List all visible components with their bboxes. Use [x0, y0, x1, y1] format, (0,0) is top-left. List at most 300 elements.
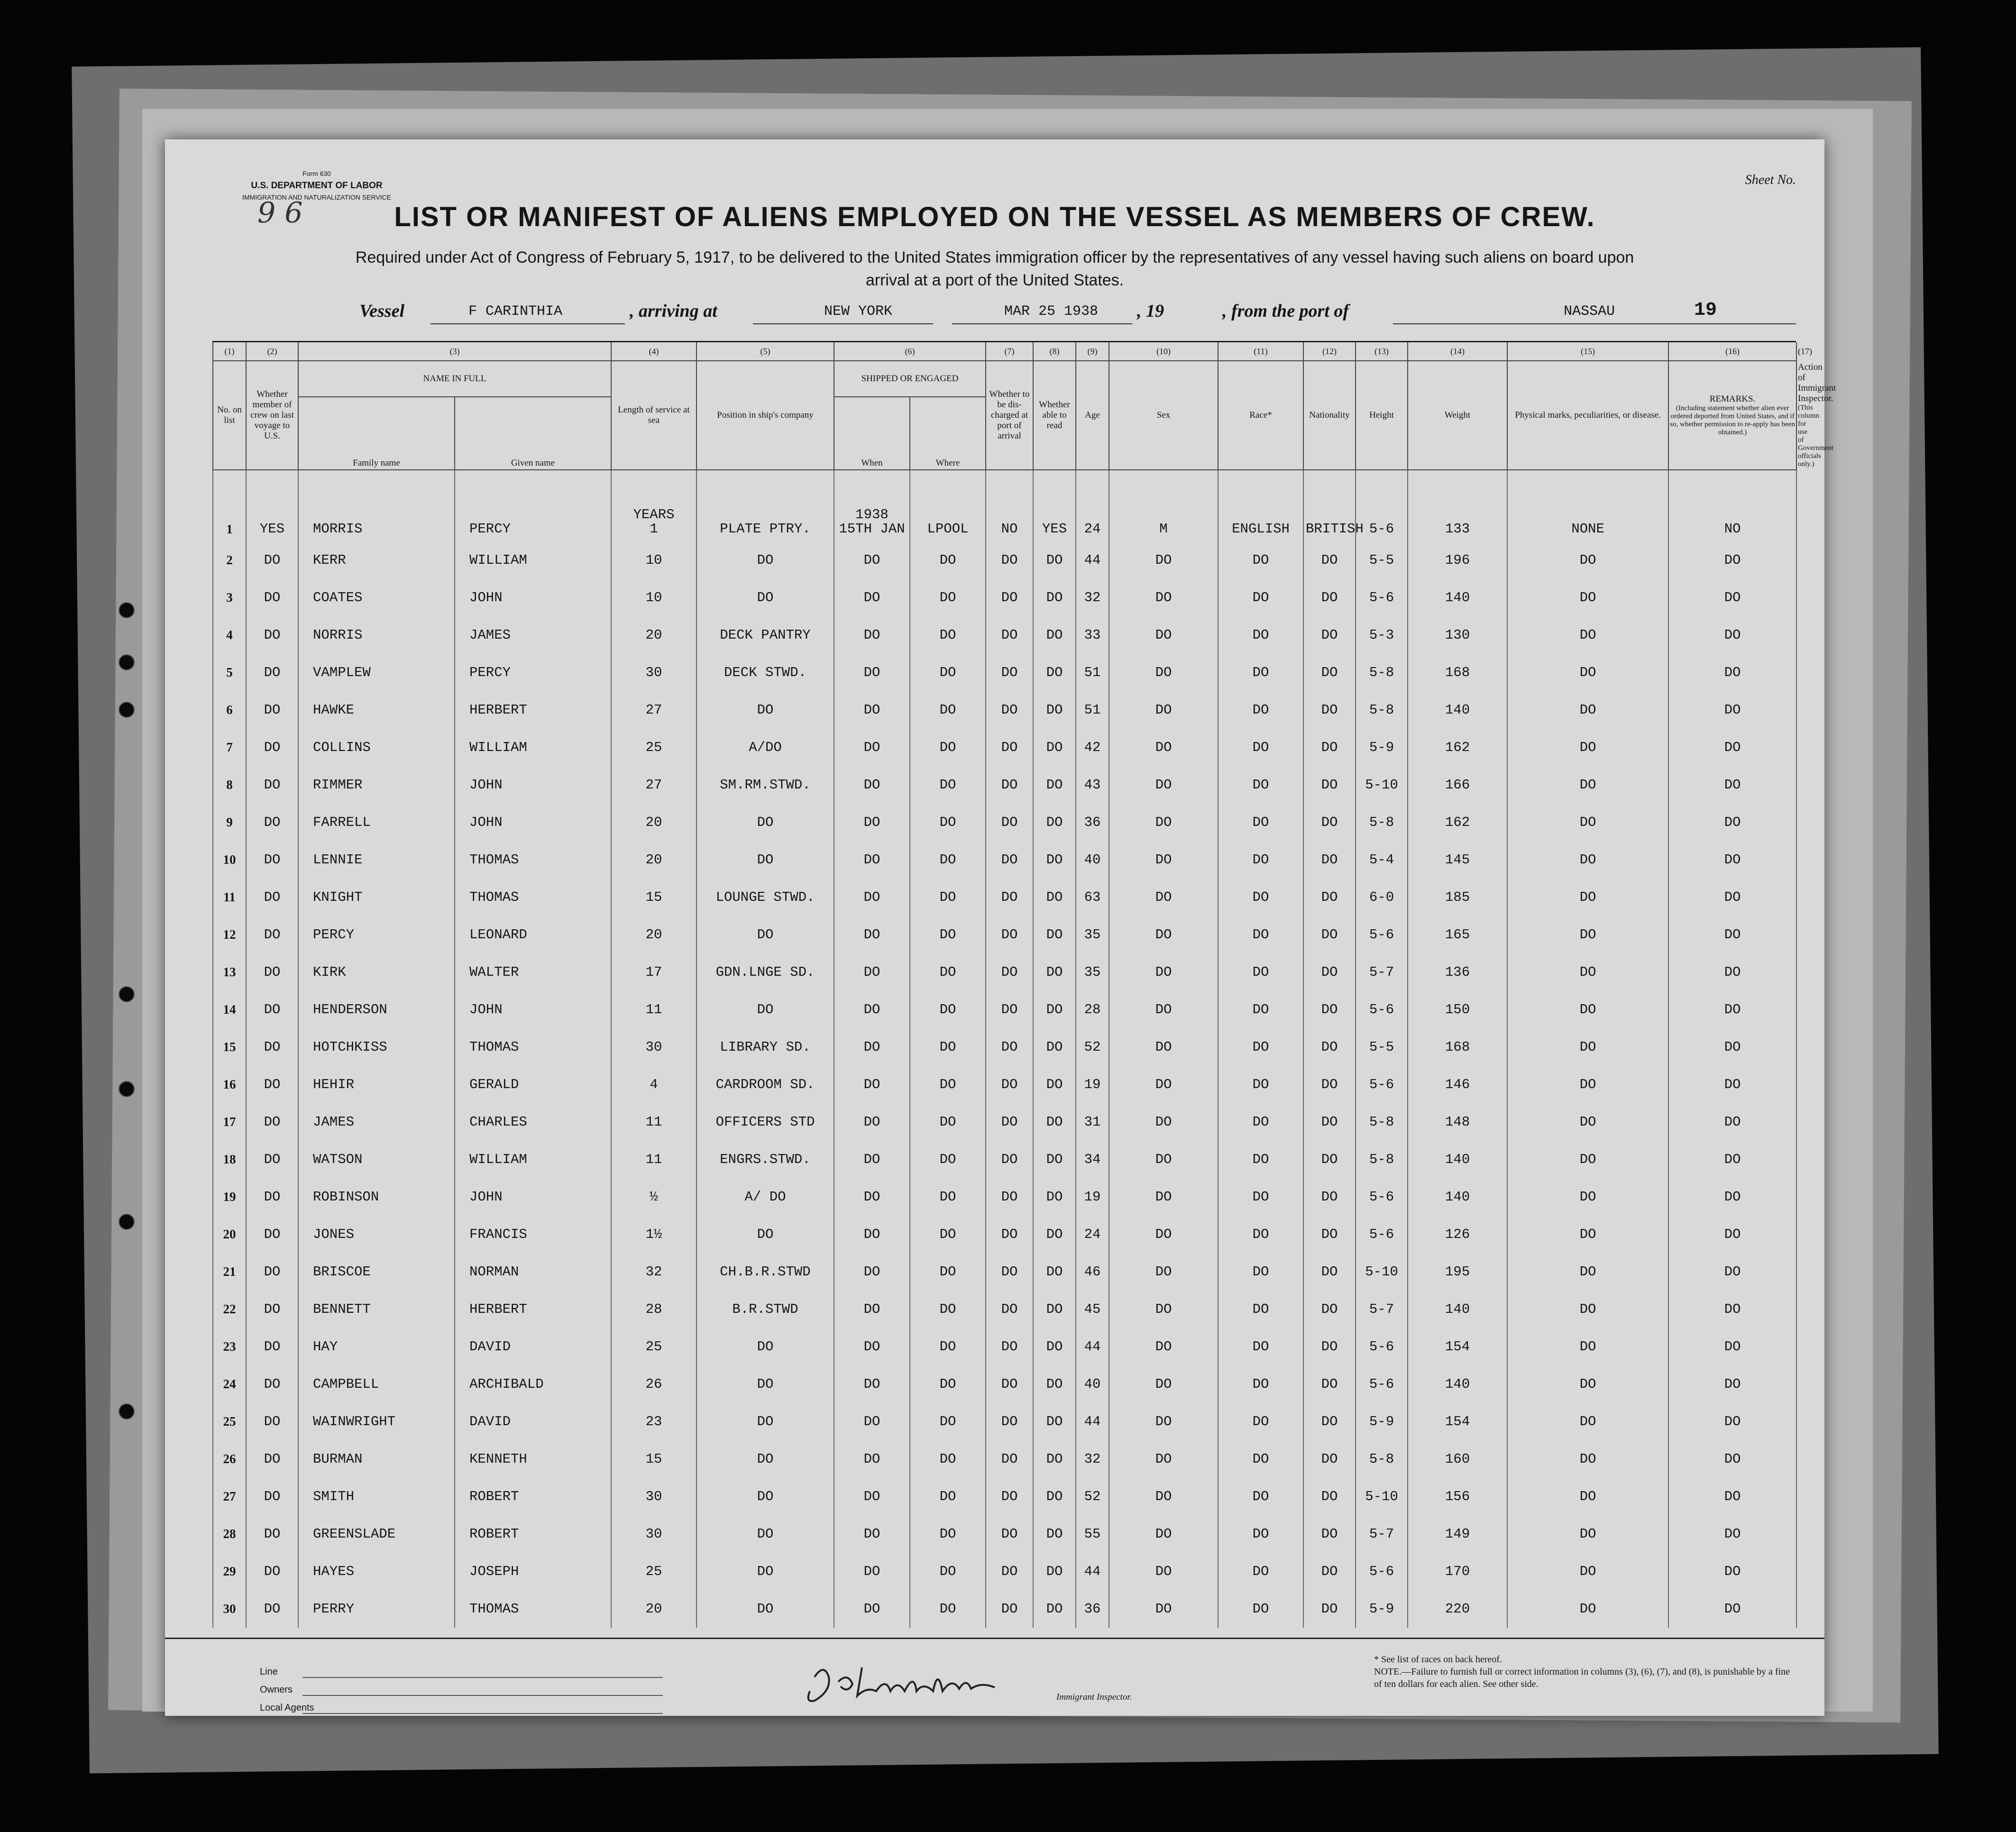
- cell-remarks: DO: [1668, 804, 1796, 841]
- row-number: 11: [213, 879, 246, 916]
- cell-where: DO: [910, 1141, 986, 1178]
- cell-physical: DO: [1507, 991, 1668, 1028]
- cell-length: 27: [611, 691, 696, 729]
- cell-length: 15: [611, 879, 696, 916]
- cell-remarks: DO: [1668, 991, 1796, 1028]
- underline: [1393, 323, 1796, 324]
- cell-when: DO: [834, 1553, 910, 1590]
- cell-length: 1½: [611, 1216, 696, 1253]
- cell-length: 30: [611, 1515, 696, 1553]
- cell-given-name: JOHN: [455, 766, 611, 804]
- cell-sex: DO: [1109, 729, 1218, 766]
- cell-nationality: DO: [1303, 1328, 1356, 1365]
- cell-last-voyage: DO: [246, 541, 298, 579]
- cell-age: 32: [1076, 1440, 1109, 1478]
- cell-read: DO: [1033, 691, 1076, 729]
- cell-remarks: NO: [1668, 470, 1796, 541]
- cell-position: DO: [696, 1515, 834, 1553]
- races-note: * See list of races on back hereof.: [1374, 1654, 1502, 1665]
- cell-position: DECK STWD.: [696, 654, 834, 691]
- table-row: [213, 1291, 1796, 1328]
- cell-length: 20: [611, 841, 696, 879]
- cell-family-name: GREENSLADE: [298, 1515, 455, 1553]
- cell-height: 5-7: [1356, 1515, 1408, 1553]
- cell-position: SM.RM.STWD.: [696, 766, 834, 804]
- cell-height: 5-7: [1356, 953, 1408, 991]
- cell-position: DO: [696, 804, 834, 841]
- cell-race: DO: [1218, 1328, 1303, 1365]
- header-length-service: Length of service at sea: [611, 361, 696, 470]
- cell-sex: DO: [1109, 916, 1218, 953]
- cell-remarks: DO: [1668, 1028, 1796, 1066]
- cell-family-name: WAINWRIGHT: [298, 1403, 455, 1440]
- cell-discharged: DO: [986, 953, 1033, 991]
- cell-weight: 140: [1408, 691, 1507, 729]
- cell-family-name: HEHIR: [298, 1066, 455, 1103]
- cell-age: 52: [1076, 1028, 1109, 1066]
- cell-when: DO: [834, 953, 910, 991]
- cell-weight: 166: [1408, 766, 1507, 804]
- cell-sex: DO: [1109, 1553, 1218, 1590]
- row-number: 21: [213, 1253, 246, 1291]
- cell-read: DO: [1033, 1515, 1076, 1553]
- cell-where: DO: [910, 541, 986, 579]
- cell-remarks: DO: [1668, 879, 1796, 916]
- vessel-label: Vessel: [359, 301, 404, 321]
- cell-given-name: JOHN: [455, 991, 611, 1028]
- column-number: (12): [1303, 342, 1356, 361]
- table-row: [213, 1066, 1796, 1103]
- cell-nationality: DO: [1303, 1253, 1356, 1291]
- header-physical: Physical marks, peculiarities, or disease.: [1507, 361, 1668, 470]
- cell-family-name: LENNIE: [298, 841, 455, 879]
- cell-age: 63: [1076, 879, 1109, 916]
- cell-remarks: DO: [1668, 1328, 1796, 1365]
- cell-physical: DO: [1507, 1141, 1668, 1178]
- cell-position: DECK PANTRY: [696, 616, 834, 654]
- cell-read: DO: [1033, 1478, 1076, 1515]
- column-number: (5): [696, 342, 834, 361]
- cell-discharged: DO: [986, 541, 1033, 579]
- cell-read: DO: [1033, 1216, 1076, 1253]
- cell-when: DO: [834, 1253, 910, 1291]
- cell-weight: 162: [1408, 729, 1507, 766]
- cell-weight: 165: [1408, 916, 1507, 953]
- cell-length: 26: [611, 1365, 696, 1403]
- cell-age: 52: [1076, 1478, 1109, 1515]
- underline: [431, 323, 625, 324]
- cell-age: 51: [1076, 654, 1109, 691]
- cell-discharged: DO: [986, 729, 1033, 766]
- cell-where: DO: [910, 841, 986, 879]
- table-row: [213, 470, 1796, 541]
- column-header-row: No. on list Whether member of crew on last voyage to U.S. NAME IN FULL Length of service at sea Position in ship's company SHIPPED OR ENGAGED Whether to be dis-charged at port of arrival Whether able to read Age Sex Race* Nationality Height Weight Physical marks, peculiarities, or disease. REMARKS. (Including statement whether alien ever ordered deported from United States, and if so, whether permission to re-apply has been obtained.) Action of Immigrant Inspector. (This column for use of Government officials only.): [213, 361, 1796, 397]
- cell-last-voyage: DO: [246, 1216, 298, 1253]
- cell-read: DO: [1033, 953, 1076, 991]
- table-row: [213, 616, 1796, 654]
- cell-where: DO: [910, 953, 986, 991]
- cell-when: DO: [834, 691, 910, 729]
- cell-when: DO: [834, 841, 910, 879]
- cell-discharged: DO: [986, 1403, 1033, 1440]
- cell-when: DO: [834, 1028, 910, 1066]
- cell-read: DO: [1033, 1328, 1076, 1365]
- cell-when: DO: [834, 654, 910, 691]
- cell-race: DO: [1218, 1028, 1303, 1066]
- cell-where: DO: [910, 1440, 986, 1478]
- header-read: Whether able to read: [1033, 361, 1076, 470]
- cell-when: DO: [834, 1066, 910, 1103]
- owners-field: [302, 1695, 663, 1696]
- cell-sex: DO: [1109, 1365, 1218, 1403]
- punch-hole: [119, 602, 135, 618]
- cell-nationality: DO: [1303, 1291, 1356, 1328]
- cell-where: DO: [910, 729, 986, 766]
- cell-height: 5-6: [1356, 579, 1408, 616]
- cell-given-name: KENNETH: [455, 1440, 611, 1478]
- cell-height: 5-6: [1356, 1553, 1408, 1590]
- cell-family-name: RIMMER: [298, 766, 455, 804]
- cell-when: DO: [834, 991, 910, 1028]
- cell-discharged: DO: [986, 1478, 1033, 1515]
- header-nationality: Nationality: [1303, 361, 1356, 470]
- cell-weight: 140: [1408, 1178, 1507, 1216]
- cell-remarks: DO: [1668, 729, 1796, 766]
- cell-position: DO: [696, 1553, 834, 1590]
- cell-sex: DO: [1109, 579, 1218, 616]
- cell-nationality: DO: [1303, 766, 1356, 804]
- column-number: (3): [298, 342, 611, 361]
- cell-race: DO: [1218, 1478, 1303, 1515]
- cell-position: LIBRARY SD.: [696, 1028, 834, 1066]
- row-number: 3: [213, 579, 246, 616]
- row-number: 7: [213, 729, 246, 766]
- page-title: LIST OR MANIFEST OF ALIENS EMPLOYED ON THE VESSEL AS MEMBERS OF CREW.: [394, 202, 1595, 232]
- cell-race: DO: [1218, 654, 1303, 691]
- service-name: IMMIGRATION AND NATURALIZATION SERVICE: [242, 193, 391, 201]
- cell-remarks: DO: [1668, 1066, 1796, 1103]
- cell-race: DO: [1218, 991, 1303, 1028]
- cell-given-name: JOHN: [455, 1178, 611, 1216]
- cell-position: CH.B.R.STWD: [696, 1253, 834, 1291]
- cell-given-name: THOMAS: [455, 879, 611, 916]
- cell-physical: DO: [1507, 766, 1668, 804]
- cell-age: 44: [1076, 1328, 1109, 1365]
- table-row: [213, 579, 1796, 616]
- departure-port: NASSAU: [1564, 303, 1615, 320]
- cell-length: 30: [611, 1028, 696, 1066]
- cell-family-name: JONES: [298, 1216, 455, 1253]
- when-year: 1938: [855, 507, 889, 522]
- cell-discharged: DO: [986, 1515, 1033, 1553]
- table-row: [213, 1515, 1796, 1553]
- cell-race: DO: [1218, 879, 1303, 916]
- cell-when: DO: [834, 541, 910, 579]
- cell-age: 42: [1076, 729, 1109, 766]
- column-number: (16): [1668, 342, 1796, 361]
- cell-given-name: LEONARD: [455, 916, 611, 953]
- table-row: [213, 1216, 1796, 1253]
- cell-race: DO: [1218, 953, 1303, 991]
- cell-read: DO: [1033, 1066, 1076, 1103]
- cell-sex: DO: [1109, 1178, 1218, 1216]
- cell-weight: 130: [1408, 616, 1507, 654]
- table-row: [213, 1590, 1796, 1628]
- cell-height: 5-10: [1356, 1253, 1408, 1291]
- cell-nationality: DO: [1303, 841, 1356, 879]
- cell-where: DO: [910, 1028, 986, 1066]
- cell-race: DO: [1218, 691, 1303, 729]
- cell-length: 32: [611, 1253, 696, 1291]
- cell-height: 5-6: [1356, 1216, 1408, 1253]
- cell-when: DO: [834, 1178, 910, 1216]
- cell-family-name: COLLINS: [298, 729, 455, 766]
- cell-nationality: DO: [1303, 1141, 1356, 1178]
- cell-length: 20: [611, 616, 696, 654]
- column-number-row: (1) (2) (3) (4) (5) (6) (7) (8) (9) (10) (11) (12) (13) (14) (15) (16) (17): [213, 342, 1796, 361]
- agents-field: [302, 1713, 663, 1714]
- sheet-number: 19: [1694, 300, 1717, 321]
- cell-age: 51: [1076, 691, 1109, 729]
- cell-physical: DO: [1507, 579, 1668, 616]
- cell-sex: M: [1109, 470, 1218, 541]
- cell-age: 55: [1076, 1515, 1109, 1553]
- cell-where: DO: [910, 1365, 986, 1403]
- cell-last-voyage: DO: [246, 579, 298, 616]
- cell-read: DO: [1033, 1141, 1076, 1178]
- cell-when: DO: [834, 616, 910, 654]
- cell-discharged: DO: [986, 1066, 1033, 1103]
- cell-physical: DO: [1507, 654, 1668, 691]
- cell-length: [611, 470, 696, 541]
- cell-remarks: DO: [1668, 1103, 1796, 1141]
- cell-weight: 156: [1408, 1478, 1507, 1515]
- cell-weight: 196: [1408, 541, 1507, 579]
- cell-last-voyage: DO: [246, 1365, 298, 1403]
- cell-nationality: DO: [1303, 1216, 1356, 1253]
- table-row: [213, 729, 1796, 766]
- punch-hole: [119, 986, 135, 1002]
- cell-race: DO: [1218, 616, 1303, 654]
- cell-discharged: DO: [986, 1590, 1033, 1628]
- cell-height: 5-6: [1356, 1365, 1408, 1403]
- cell-when: DO: [834, 1216, 910, 1253]
- cell-weight: 168: [1408, 1028, 1507, 1066]
- column-number: (1): [213, 342, 246, 361]
- cell-position: DO: [696, 1440, 834, 1478]
- cell-where: DO: [910, 1590, 986, 1628]
- cell-nationality: DO: [1303, 729, 1356, 766]
- sheet-number-label: Sheet No.: [1745, 173, 1796, 187]
- table-row: [213, 691, 1796, 729]
- cell-position: GDN.LNGE SD.: [696, 953, 834, 991]
- cell-last-voyage: DO: [246, 879, 298, 916]
- cell-family-name: ROBINSON: [298, 1178, 455, 1216]
- punch-hole: [119, 1214, 135, 1230]
- cell-when: DO: [834, 1291, 910, 1328]
- cell-family-name: BURMAN: [298, 1440, 455, 1478]
- cell-age: 46: [1076, 1253, 1109, 1291]
- cell-when: DO: [834, 579, 910, 616]
- cell-family-name: KNIGHT: [298, 879, 455, 916]
- cell-sex: DO: [1109, 616, 1218, 654]
- cell-race: DO: [1218, 1590, 1303, 1628]
- column-number: (14): [1408, 342, 1507, 361]
- cell-age: 43: [1076, 766, 1109, 804]
- table-row: [213, 1141, 1796, 1178]
- row-number: 23: [213, 1328, 246, 1365]
- table-row: [213, 1178, 1796, 1216]
- cell-discharged: DO: [986, 841, 1033, 879]
- cell-discharged: DO: [986, 616, 1033, 654]
- cell-race: DO: [1218, 1216, 1303, 1253]
- cell-height: 5-8: [1356, 804, 1408, 841]
- cell-weight: 168: [1408, 654, 1507, 691]
- cell-given-name: HERBERT: [455, 691, 611, 729]
- cell-position: DO: [696, 1216, 834, 1253]
- cell-age: 44: [1076, 1553, 1109, 1590]
- cell-discharged: DO: [986, 766, 1033, 804]
- header-shipped: SHIPPED OR ENGAGED: [834, 361, 986, 397]
- cell-sex: DO: [1109, 1291, 1218, 1328]
- cell-read: DO: [1033, 766, 1076, 804]
- cell-family-name: PERRY: [298, 1590, 455, 1628]
- form-number: Form 630: [302, 170, 331, 177]
- cell-height: 5-8: [1356, 1440, 1408, 1478]
- cell-nationality: DO: [1303, 879, 1356, 916]
- row-number: 30: [213, 1590, 246, 1628]
- cell-discharged: NO: [986, 470, 1033, 541]
- cell-race: DO: [1218, 1515, 1303, 1553]
- cell-position: LOUNGE STWD.: [696, 879, 834, 916]
- header-no-on-list: No. on list: [213, 361, 246, 470]
- cell-when: DO: [834, 916, 910, 953]
- cell-last-voyage: DO: [246, 804, 298, 841]
- cell-last-voyage: DO: [246, 953, 298, 991]
- cell-length: 11: [611, 991, 696, 1028]
- row-number: 18: [213, 1141, 246, 1178]
- cell-last-voyage: DO: [246, 1141, 298, 1178]
- cell-when: DO: [834, 1103, 910, 1141]
- agents-label: Local Agents: [260, 1703, 314, 1713]
- cell-weight: 160: [1408, 1440, 1507, 1478]
- cell-race: DO: [1218, 1141, 1303, 1178]
- cell-given-name: THOMAS: [455, 1028, 611, 1066]
- cell-family-name: CAMPBELL: [298, 1365, 455, 1403]
- cell-family-name: COATES: [298, 579, 455, 616]
- header-sex: Sex: [1109, 361, 1218, 470]
- cell-length: 20: [611, 1590, 696, 1628]
- cell-nationality: DO: [1303, 654, 1356, 691]
- cell-position: B.R.STWD: [696, 1291, 834, 1328]
- table-row: [213, 1478, 1796, 1515]
- cell-height: 5-6: [1356, 1328, 1408, 1365]
- cell-given-name: ARCHIBALD: [455, 1365, 611, 1403]
- cell-height: 5-8: [1356, 1141, 1408, 1178]
- row-number: 20: [213, 1216, 246, 1253]
- table-row: [213, 991, 1796, 1028]
- cell-race: DO: [1218, 541, 1303, 579]
- cell-weight: 136: [1408, 953, 1507, 991]
- cell-sex: DO: [1109, 1141, 1218, 1178]
- cell-remarks: DO: [1668, 1141, 1796, 1178]
- remarks-title: REMARKS.: [1709, 394, 1756, 404]
- table-row: [213, 879, 1796, 916]
- arrival-date: MAR 25 1938: [1004, 303, 1099, 320]
- cell-position: CARDROOM SD.: [696, 1066, 834, 1103]
- table-row: [213, 1028, 1796, 1066]
- header-name-in-full: NAME IN FULL: [298, 361, 611, 397]
- cell-sex: DO: [1109, 1253, 1218, 1291]
- cell-height: 5-9: [1356, 729, 1408, 766]
- cell-read: YES: [1033, 470, 1076, 541]
- page-subtitle: Required under Act of Congress of February 5, 1917, to be delivered to the United States immigration officer by the representatives of any vessel having such aliens on board upon arrival at a port of the United States.: [355, 248, 1634, 289]
- cell-physical: DO: [1507, 1178, 1668, 1216]
- column-number: (15): [1507, 342, 1668, 361]
- cell-discharged: DO: [986, 879, 1033, 916]
- cell-read: DO: [1033, 1440, 1076, 1478]
- cell-given-name: PERCY: [455, 654, 611, 691]
- cell-where: DO: [910, 916, 986, 953]
- cell-given-name: GERALD: [455, 1066, 611, 1103]
- cell-physical: DO: [1507, 1440, 1668, 1478]
- table-row: [213, 766, 1796, 804]
- cell-height: 5-6: [1356, 991, 1408, 1028]
- cell-length: 11: [611, 1141, 696, 1178]
- cell-family-name: KIRK: [298, 953, 455, 991]
- column-number: (9): [1076, 342, 1109, 361]
- cell-position: A/DO: [696, 729, 834, 766]
- cell-given-name: NORMAN: [455, 1253, 611, 1291]
- cell-family-name: HOTCHKISS: [298, 1028, 455, 1066]
- cell-remarks: DO: [1668, 1590, 1796, 1628]
- cell-discharged: DO: [986, 1178, 1033, 1216]
- cell-length: 28: [611, 1291, 696, 1328]
- table-row: [213, 804, 1796, 841]
- cell-race: DO: [1218, 1291, 1303, 1328]
- cell-where: DO: [910, 1553, 986, 1590]
- cell-height: 5-6: [1356, 1178, 1408, 1216]
- cell-height: 5-8: [1356, 654, 1408, 691]
- cell-race: DO: [1218, 1440, 1303, 1478]
- table-row: [213, 1365, 1796, 1403]
- cell-nationality: DO: [1303, 1440, 1356, 1478]
- cell-last-voyage: DO: [246, 616, 298, 654]
- punch-hole: [119, 702, 135, 718]
- cell-race: DO: [1218, 841, 1303, 879]
- column-number: (2): [246, 342, 298, 361]
- cell-last-voyage: DO: [246, 916, 298, 953]
- cell-last-voyage: DO: [246, 766, 298, 804]
- cell-discharged: DO: [986, 804, 1033, 841]
- line-label: Line: [260, 1667, 278, 1677]
- row-number: 8: [213, 766, 246, 804]
- cell-family-name: NORRIS: [298, 616, 455, 654]
- cell-given-name: WILLIAM: [455, 541, 611, 579]
- cell-age: 19: [1076, 1066, 1109, 1103]
- cell-age: 24: [1076, 470, 1109, 541]
- cell-height: 5-6: [1356, 470, 1408, 541]
- cell-physical: DO: [1507, 541, 1668, 579]
- cell-nationality: DO: [1303, 804, 1356, 841]
- cell-nationality: DO: [1303, 1553, 1356, 1590]
- cell-given-name: DAVID: [455, 1328, 611, 1365]
- cell-nationality: DO: [1303, 1403, 1356, 1440]
- table-row: [213, 654, 1796, 691]
- cell-remarks: DO: [1668, 654, 1796, 691]
- cell-last-voyage: DO: [246, 1291, 298, 1328]
- cell-weight: 149: [1408, 1515, 1507, 1553]
